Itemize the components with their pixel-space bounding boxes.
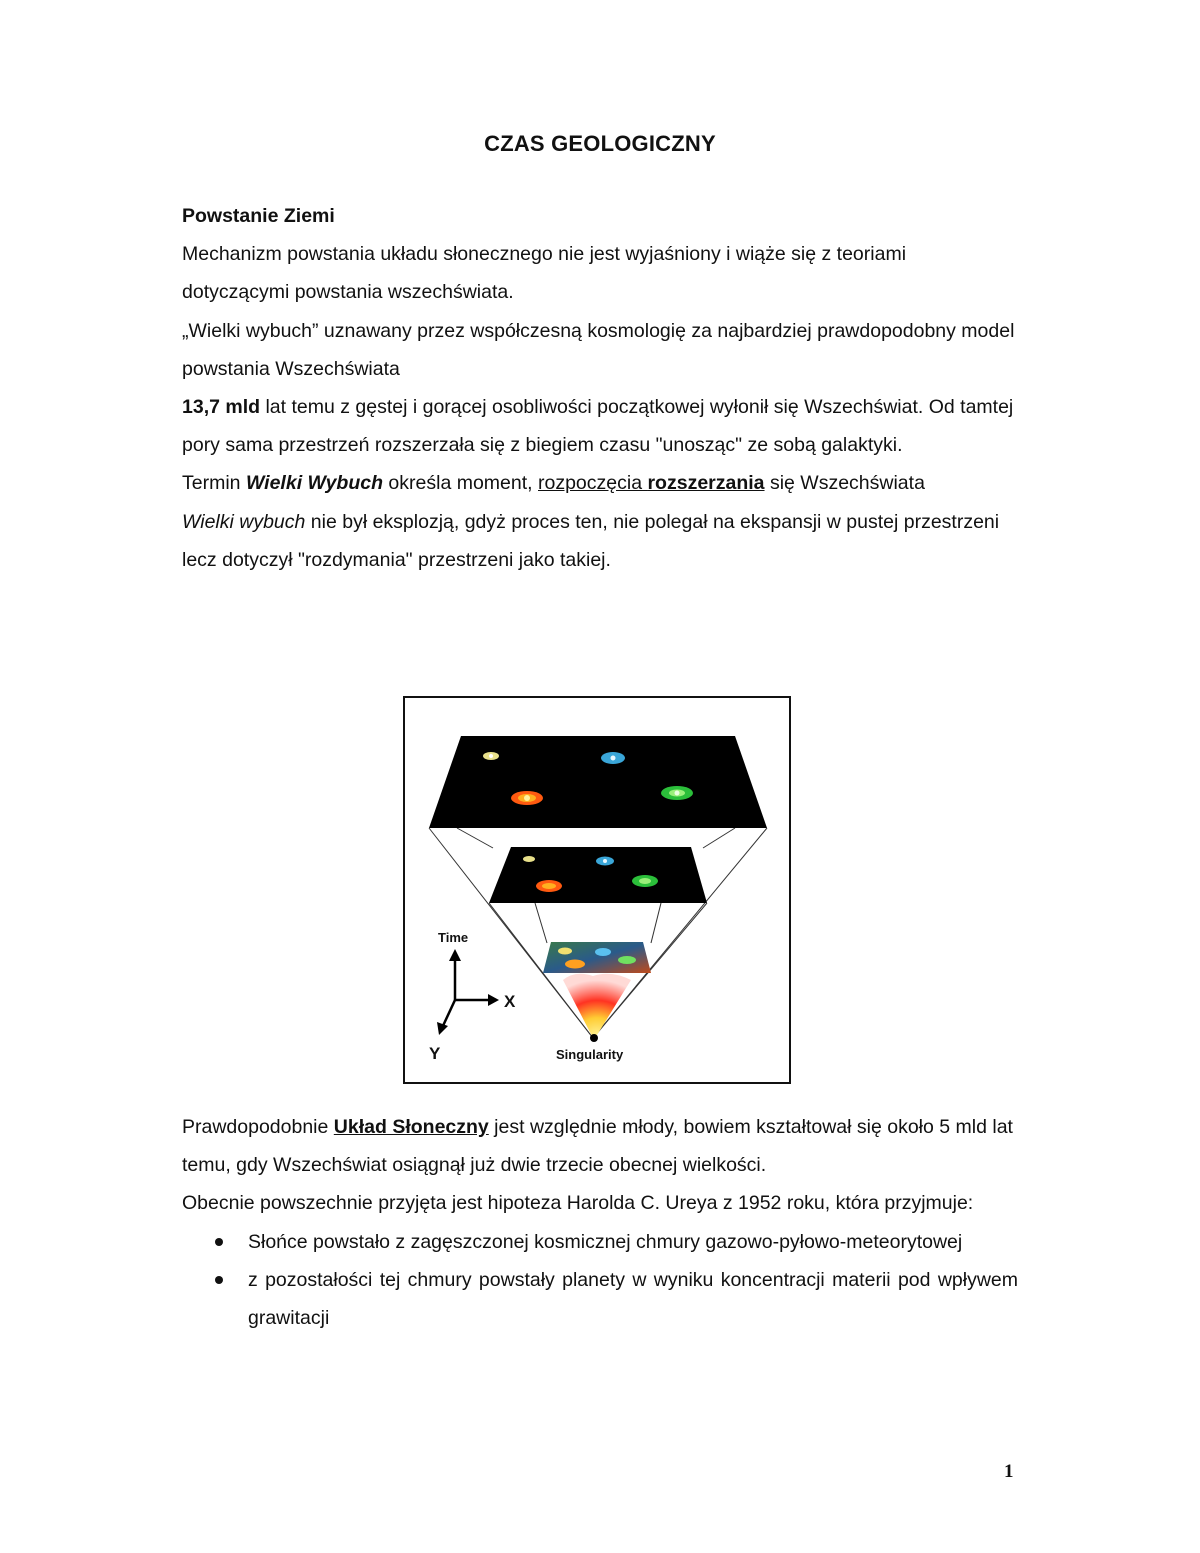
italic-term: Wielki wybuch xyxy=(182,510,306,533)
list-item xyxy=(182,1261,1018,1337)
paragraph-urey-hypothesis: Obecnie powszechnie przyjęta jest hipoteza Harolda C. Ureya z 1952 roku, która przyjmuje: xyxy=(182,1192,974,1215)
solar-system-term: Układ Słoneczny xyxy=(333,1116,489,1138)
galaxy-yellow-medium xyxy=(523,856,535,862)
not-explosion-text: nie był eksplozją, gdyż proces ten, nie polegał na ekspansji w pustej przestrzeni lecz dotyczył "rozdymania" przestrzeni jako takiej. xyxy=(182,510,1000,571)
page-number: 1 xyxy=(1004,1461,1014,1482)
section-heading: Powstanie Ziemi xyxy=(182,205,335,227)
paragraph-term xyxy=(182,464,1018,502)
paragraph-solar-system xyxy=(182,1108,1018,1184)
solar-text-b: jest względnie młody, bowiem kształtował się około 5 mld lat temu, gdy Wszechświat osiągnął już dwie trzecie obecnej wielkości. xyxy=(182,1116,1013,1177)
galaxy-orange-large xyxy=(511,791,543,805)
paragraph-mechanism: Mechanizm powstania układu słonecznego nie jest wyjaśniony i wiąże się z teoriami dotyczącymi powstania wszechświata. xyxy=(182,243,907,304)
page-title: CZAS GEOLOGICZNY xyxy=(484,131,716,156)
axes xyxy=(437,949,499,1035)
term-text-b: określa moment, xyxy=(383,472,538,495)
space-plane-present xyxy=(429,736,767,828)
galaxy-blue-large xyxy=(601,752,625,764)
y-axis-arrow xyxy=(437,1022,448,1035)
galaxy-yellow-large xyxy=(483,752,499,760)
singularity-label: Singularity xyxy=(556,1047,624,1062)
bullet-icon xyxy=(215,1238,223,1246)
x-axis-label: X xyxy=(504,992,516,1011)
time-label: Time xyxy=(438,930,469,945)
galaxy-green-medium xyxy=(632,875,658,887)
bullet-icon xyxy=(215,1276,223,1284)
term-underlined-text: rozpoczęcia xyxy=(538,472,648,495)
x-axis-arrow xyxy=(488,994,499,1006)
big-bang-figure xyxy=(403,696,791,1084)
time-axis-arrow xyxy=(449,949,461,961)
big-bang-diagram xyxy=(405,698,789,1082)
term-underlined-bold: rozszerzania xyxy=(647,472,765,495)
list-item-text: z pozostałości tej chmury powstały planety w wyniku koncentracji materii pod wpływem grawitacji xyxy=(248,1268,1018,1330)
space-plane-past xyxy=(489,847,707,903)
age-text: lat temu z gęstej i gorącej osobliwości początkowej wyłonił się Wszechświat. Od tamtej pory sama przestrzeń rozszerzała się z biegiem czasu "unosząc" ze sobą galaktyki. xyxy=(182,396,1014,457)
term-name: Wielki Wybuch xyxy=(245,472,384,495)
list-item xyxy=(182,1223,1018,1261)
body-section-origin xyxy=(182,197,1018,579)
galaxy-orange-medium xyxy=(536,880,562,892)
hypothesis-list xyxy=(182,1223,1018,1338)
body-section-solar-system xyxy=(182,1108,1018,1337)
paragraph-age xyxy=(182,388,1018,464)
age-value: 13,7 mld xyxy=(182,396,261,419)
term-text-a: Termin xyxy=(182,472,246,495)
space-plane-early xyxy=(543,942,651,973)
hot-early-universe xyxy=(563,974,631,1038)
term-underlined xyxy=(538,472,765,494)
term-text-c: się Wszechświata xyxy=(764,472,925,495)
paragraph-big-bang: „Wielki wybuch” uznawany przez współczesną kosmologię za najbardziej prawdopodobny model powstania Wszechświata xyxy=(182,319,1015,380)
paragraph-not-explosion xyxy=(182,503,1018,579)
solar-text-a: Prawdopodobnie xyxy=(182,1116,334,1138)
list-item-text: Słońce powstało z zagęszczonej kosmicznej chmury gazowo-pyłowo-meteorytowej xyxy=(248,1230,963,1253)
galaxy-green-large xyxy=(661,786,693,800)
y-axis-label: Y xyxy=(429,1044,441,1063)
galaxy-blue-medium xyxy=(596,857,614,866)
singularity-point xyxy=(590,1034,598,1042)
